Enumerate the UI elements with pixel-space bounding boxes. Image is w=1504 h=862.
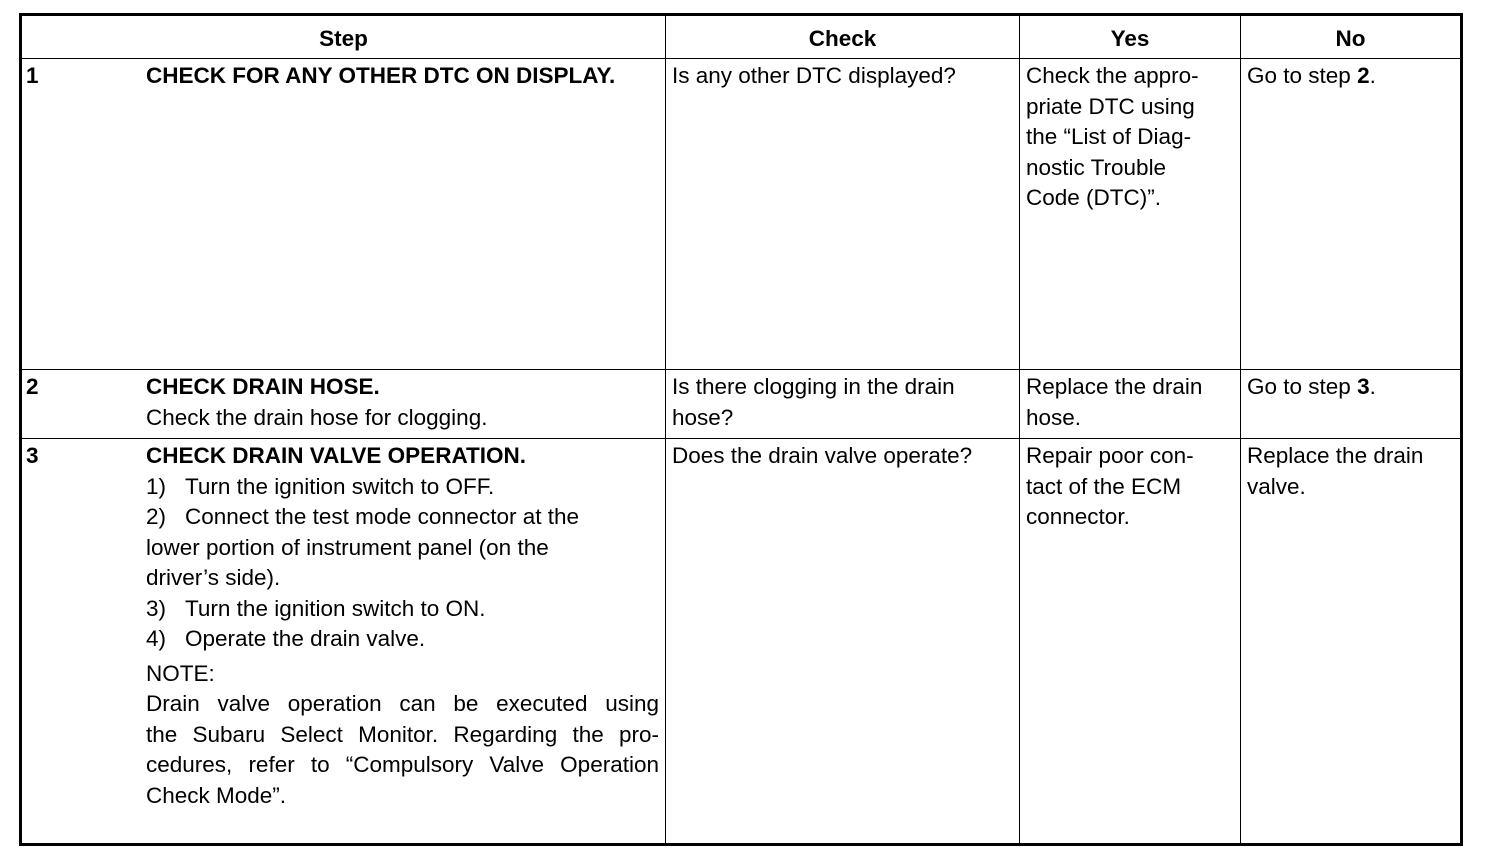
no-line: Replace the drain — [1247, 443, 1424, 468]
no-prefix: Go to step — [1247, 374, 1358, 399]
note-label: NOTE: — [146, 660, 215, 686]
table-row — [21, 370, 1462, 439]
no-suffix: . — [1369, 374, 1376, 399]
header-yes: Yes — [1020, 15, 1241, 59]
step-title: CHECK DRAIN VALVE OPERATION. — [146, 443, 527, 468]
yes-line: connector. — [1026, 504, 1130, 529]
substep-2-cont: driver’s side). — [146, 565, 281, 590]
note-line: Drain valve operation can be executed using — [146, 691, 659, 716]
step-title: CHECK FOR ANY OTHER DTC ON DISPLAY. — [146, 63, 616, 88]
substep-4: 4) Operate the drain valve. — [146, 626, 426, 651]
substep-2: 2) Connect the test mode connector at the — [146, 504, 579, 529]
step-cell — [21, 370, 666, 439]
no-cell — [1241, 439, 1462, 845]
step-cell — [21, 59, 666, 370]
check-cell — [666, 439, 1020, 845]
step-cell — [21, 439, 666, 845]
step-number: 3 — [26, 443, 39, 468]
diagnostic-table — [19, 13, 1463, 846]
note-line: cedures, refer to “Compulsory Valve Operation — [146, 752, 659, 777]
header-check: Check — [666, 15, 1020, 59]
check-line: Is there clogging in the drain — [672, 374, 955, 399]
check-text: Does the drain valve operate? — [672, 443, 973, 468]
step-description: Check the drain hose for clogging. — [146, 404, 488, 430]
yes-line: tact of the ECM — [1026, 473, 1182, 499]
no-prefix: Go to step — [1247, 63, 1358, 88]
note-line: the Subaru Select Monitor. Regarding the pro- — [146, 721, 659, 747]
yes-line: Replace the drain — [1026, 374, 1203, 399]
no-suffix: . — [1369, 63, 1376, 88]
yes-cell — [1020, 370, 1241, 439]
no-cell — [1241, 59, 1462, 370]
step-number: 2 — [26, 374, 39, 399]
yes-line: Check the appro- — [1026, 63, 1199, 88]
table-row — [21, 59, 1462, 370]
substep-2-cont: lower portion of instrument panel (on the — [146, 534, 549, 560]
note-line: Check Mode”. — [146, 782, 287, 808]
yes-line: nostic Trouble — [1026, 154, 1167, 180]
check-cell — [666, 59, 1020, 370]
substep-1: 1) Turn the ignition switch to OFF. — [146, 473, 495, 499]
check-text: Is any other DTC displayed? — [672, 63, 956, 88]
no-cell — [1241, 370, 1462, 439]
table-row — [21, 439, 1462, 845]
no-step-ref: 3 — [1357, 374, 1370, 399]
yes-line: the “List of Diag- — [1026, 124, 1192, 149]
yes-cell — [1020, 439, 1241, 845]
yes-line: Repair poor con- — [1026, 443, 1194, 468]
yes-line: Code (DTC)”. — [1026, 185, 1162, 210]
check-line: hose? — [672, 404, 734, 430]
yes-line: priate DTC using — [1026, 93, 1195, 119]
header-no: No — [1241, 15, 1462, 59]
check-cell — [666, 370, 1020, 439]
no-step-ref: 2 — [1357, 63, 1370, 88]
header-step: Step — [21, 15, 666, 59]
yes-line: hose. — [1026, 404, 1082, 430]
yes-cell — [1020, 59, 1241, 370]
no-line: valve. — [1247, 473, 1306, 499]
step-title: CHECK DRAIN HOSE. — [146, 374, 380, 399]
step-number: 1 — [26, 63, 39, 88]
header-row — [21, 15, 1462, 59]
substep-3: 3) Turn the ignition switch to ON. — [146, 595, 486, 621]
